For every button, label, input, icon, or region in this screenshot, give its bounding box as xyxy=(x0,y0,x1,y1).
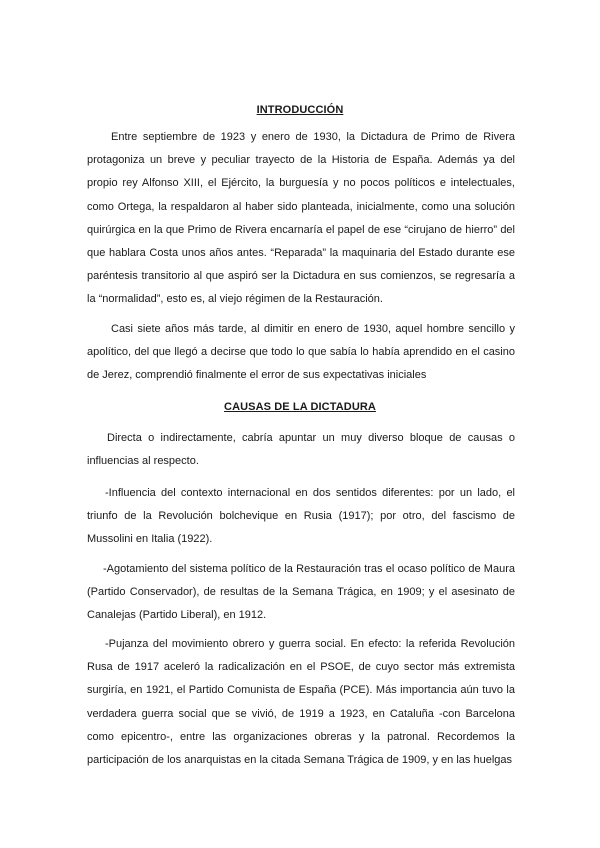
paragraph-intro-2: Casi siete años más tarde, al dimitir en enero de 1930, aquel hombre sencillo y apolítico, del que llegó a decirse que todo lo que sabía lo había aprendido en el casino de Jerez, comprendió finalmente el error de sus expectativas iniciales xyxy=(87,323,515,382)
paragraph-intro-1: Entre septiembre de 1923 y enero de 1930, la Dictadura de Primo de Rivera protagoniza un breve y peculiar trayecto de la Historia de España. Además ya del propio rey Alfonso XIII, el Ejército, la burguesía y no pocos políticos e intelectuales, como Ortega, la respaldaron al haber sido planteada, inicialmente, como una solución quirúrgica en la que Primo de Rivera encarnaría el papel de ese “cirujano de hierro” del que hablara Costa unos años antes. “Reparada” la maquinaria del Estado durante ese paréntesis transitorio al que aspiró ser la Dictadura en sus comienzos, se regresaría a la “normalidad”, esto es, al viejo régimen de la Restauración. xyxy=(87,131,515,306)
paragraph-causa-movimiento-obrero: -Pujanza del movimiento obrero y guerra social. En efecto: la referida Revolución Rusa de 1917 aceleró la radicalización en el PSOE, de cuyo sector más extremista surgiría, en 1921, el Partido Comunista de España (PCE). Más importancia aún tuvo la verdadera guerra social que se vivió, de 1919 a 1923, en Cataluña -con Barcelona como epicentro-, entre las organizaciones obreras y la patronal. Recordemos la participación de los anarquistas en la citada Semana Trágica de 1909, y en las huelgas xyxy=(87,638,515,767)
paragraph-causa-agotamiento-restauracion: -Agotamiento del sistema político de la Restauración tras el ocaso político de Maura (Partido Conservador), de resultas de la Semana Trágica, en 1909; y el asesinato de Canalejas (Partido Liberal), en 1912. xyxy=(87,563,515,622)
paragraph-causa-contexto-internacional: -Influencia del contexto internacional en dos sentidos diferentes: por un lado, el triunfo de la Revolución bolchevique en Rusia (1917); por otro, del fascismo de Mussolini en Italia (1922). xyxy=(87,487,515,546)
heading-causas: CAUSAS DE LA DICTADURA xyxy=(224,401,376,413)
heading-introduccion: INTRODUCCIÓN xyxy=(256,104,344,116)
paragraph-causas-intro: Directa o indirectamente, cabría apuntar un muy diverso bloque de causas o influencias al respecto. xyxy=(87,432,515,468)
